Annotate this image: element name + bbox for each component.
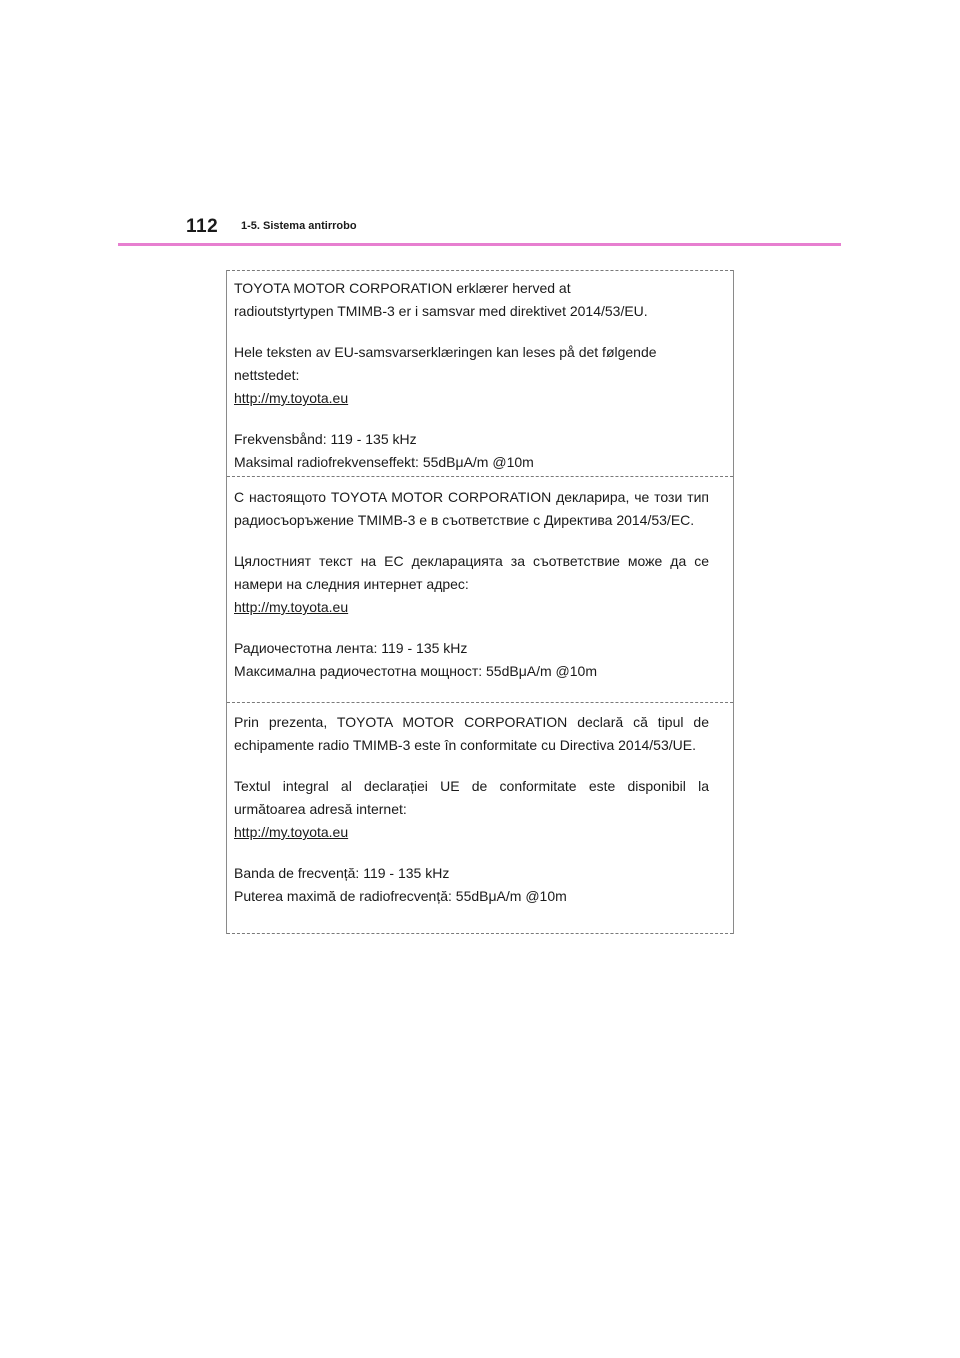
section-title: 1-5. Sistema antirrobo [241,220,357,232]
statement-text: С настоящото TOYOTA MOTOR CORPORATION декларира, че този тип радиосъоръжение TMIMB-3 е в съответствие с Директива 2014/53/ЕС. [234,489,709,528]
declaration-box [226,270,734,934]
frequency-band: Banda de frecvență: 119 - 135 kHz [234,865,450,881]
declaration-link[interactable]: http://my.toyota.eu [234,599,349,615]
frequency-band: Frekvensbånd: 119 - 135 kHz [234,431,417,447]
statement-line: TOYOTA MOTOR CORPORATION erklærer herved at [234,280,571,296]
declaration-link[interactable]: http://my.toyota.eu [234,824,349,840]
fulltext-line: Hele teksten av EU-samsvarserklæringen kan leses på det følgende [234,344,657,360]
statement-line: radioutstyrtypen TMIMB-3 er i samsvar med direktivet 2014/53/EU. [234,303,648,319]
declaration-norwegian [227,270,733,476]
frequency-band: Радиочестотна лента: 119 - 135 kHz [234,640,468,656]
declaration-link[interactable]: http://my.toyota.eu [234,390,349,406]
max-power: Maksimal radiofrekvenseffekt: 55dBμA/m @10m [234,454,534,470]
max-power: Puterea maximă de radiofrecvență: 55dBμA/m @10m [234,888,567,904]
max-power: Максимална радиочестотна мощност: 55dBμA/m @10m [234,663,597,679]
fulltext-line: nettstedet: [234,367,300,383]
fulltext-text: Textul integral al declarației UE de conformitate este disponibil la următoarea adresă internet: [234,778,709,817]
declaration-romanian [227,702,733,934]
header-rule [118,243,841,246]
page-number: 112 [186,216,219,237]
statement-text: Prin prezenta, TOYOTA MOTOR CORPORATION declară că tipul de echipamente radio TMIMB-3 este în conformitate cu Directiva 2014/53/UE. [234,714,709,753]
fulltext-text: Цялостният текст на ЕС декларацията за съответствие може да се намери на следния интернет адрес: [234,553,709,592]
declaration-bulgarian [227,476,733,702]
